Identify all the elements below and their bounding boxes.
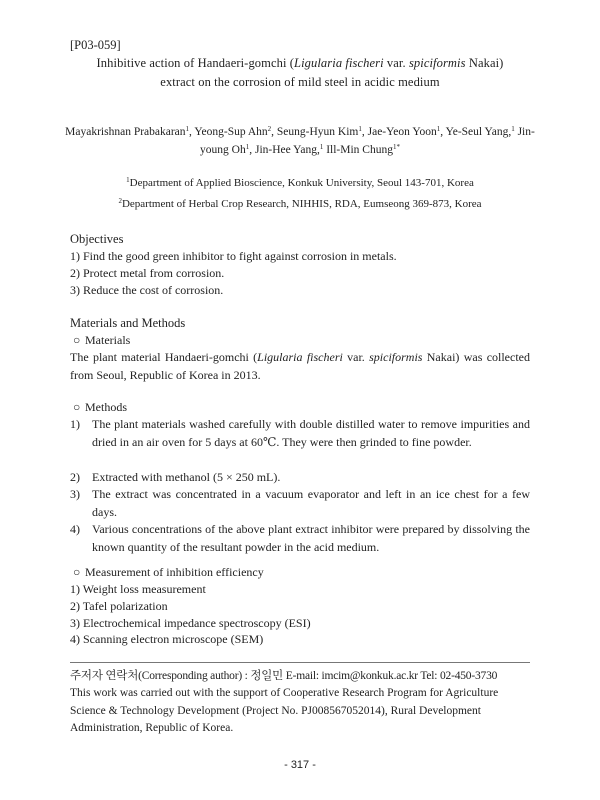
title-text: var. — [383, 56, 409, 70]
materials-paragraph: The plant material Handaeri-gomchi (Ligularia fischeri var. spiciformis Nakai) was collected from Seoul, Republic of Korea in 2013. — [70, 350, 530, 382]
page-number: - 317 - — [284, 759, 316, 771]
title-line-1 — [60, 54, 540, 73]
author: Seung-Hyun Kim$^1$, — [276, 125, 368, 138]
title-text: Inhibitive action of Handaeri-gomchi ( — [96, 56, 295, 70]
affiliation: $^1$Department of Applied Bioscience, Konkuk University, Seoul 143-701, Korea — [126, 176, 474, 189]
objective-item: 1) Find the good green inhibitor to fight against corrosion in metals. — [70, 249, 397, 263]
author: Ill-Min Chung$^{1*}$ — [326, 143, 400, 156]
author: Yeong-Sup Ahn$^2$, — [194, 125, 277, 138]
measurement-item: 4) Scanning electron microscope (SEM) — [70, 632, 264, 646]
method-item: 4) Various concentrations of the above plant extract inhibitor were prepared by dissolving the known quantity of the resultant powder in the acid medium. — [70, 522, 530, 554]
objective-item: 2) Protect metal from corrosion. — [70, 266, 225, 280]
footnote-divider — [70, 662, 530, 663]
measurement-item: 1) Weight loss measurement — [70, 582, 206, 596]
author: Jin-young Oh$^1$, — [200, 126, 535, 156]
measurement-item: 2) Tafel polarization — [70, 599, 168, 613]
poster-code: [P03-059] — [70, 38, 121, 52]
method-item: 3) The extract was concentrated in a vacuum evaporator and left in an ice chest for a few days. — [70, 487, 530, 519]
objectives-heading: Objectives — [70, 232, 124, 246]
measurement-item: 3) Electrochemical impedance spectroscopy (ESI) — [70, 616, 311, 630]
author-list — [65, 123, 535, 159]
corresponding-author: 주저자 연락처(Corresponding author) : 정일민 E-mail: imcim@konkuk.ac.kr Tel: 02-450-3730 — [70, 670, 498, 682]
paper-title — [60, 54, 540, 92]
affiliation: $^2$Department of Herbal Crop Research, NIHHIS, RDA, Eumseong 369-873, Korea — [118, 197, 482, 210]
author: Jin-Hee Yang,$^1$ — [254, 143, 324, 156]
objective-item: 3) Reduce the cost of corrosion. — [70, 283, 224, 297]
materials-methods-heading: Materials and Methods — [70, 316, 186, 330]
bullet-icon: ○ — [73, 333, 81, 347]
author: Ye-Seul Yang,$^1$ — [445, 125, 515, 138]
funding-note: This work was carried out with the support of Cooperative Research Program for Agriculture Science & Technology Development (Project No. PJ008567052014), Rural Development Administration, Republic of Korea. — [70, 687, 499, 734]
materials-subheading: ○ Materials — [73, 333, 131, 347]
title-text: Nakai) — [465, 56, 504, 70]
title-line-2: extract on the corrosion of mild steel in acidic medium — [160, 75, 440, 89]
method-item: 1) The plant materials washed carefully with double distilled water to remove impurities and dried in an air oven for 5 days at 60℃. They were then grinded to fine powder. — [70, 417, 530, 449]
author: Jae-Yeon Yoon$^1$, — [367, 125, 446, 138]
bullet-icon: ○ — [73, 400, 81, 414]
bullet-icon: ○ — [73, 565, 81, 579]
method-item: 2) Extracted with methanol (5 × 250 mL). — [70, 470, 281, 484]
methods-subheading: ○ Methods — [73, 400, 127, 414]
author: Mayakrishnan Prabakaran$^1$, — [65, 125, 195, 138]
title-species: Ligularia fischeri — [294, 56, 384, 70]
measurement-subheading: ○ Measurement of inhibition efficiency — [73, 565, 264, 579]
title-variety: spiciformis — [408, 56, 466, 70]
